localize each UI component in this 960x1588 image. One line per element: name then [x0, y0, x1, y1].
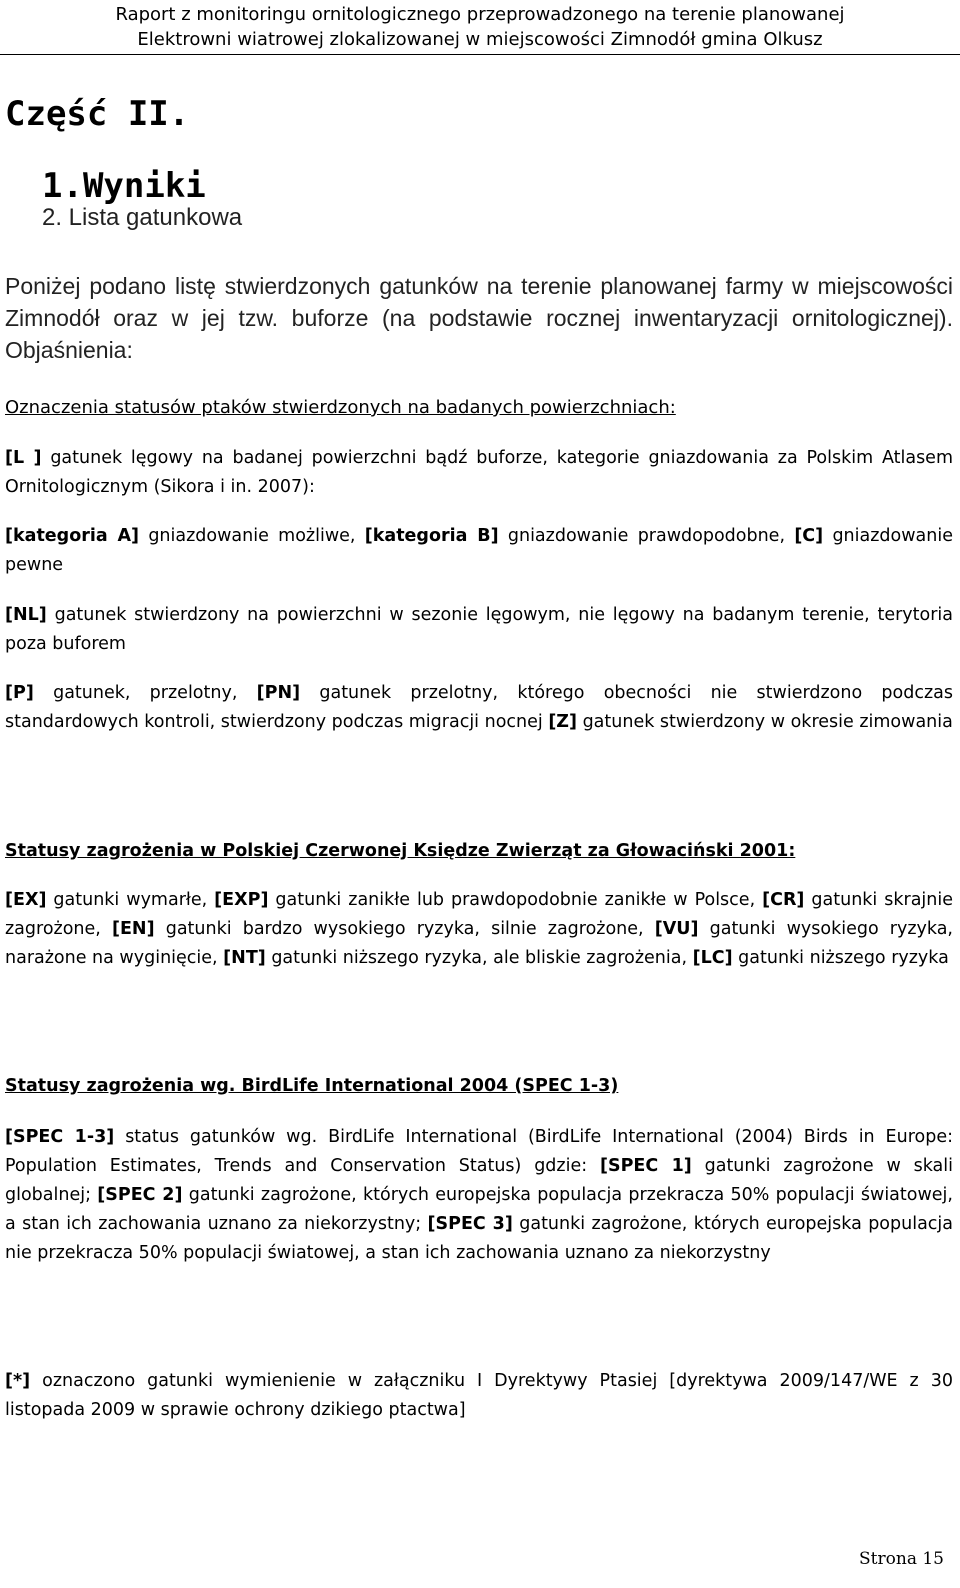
code-star: [*] — [5, 1371, 31, 1391]
threat-heading: Statusy zagrożenia w Polskiej Czerwonej Księdze Zwierząt za Głowaciński 2001: — [5, 841, 796, 861]
paragraph-status-NL — [5, 601, 953, 659]
text-category-a: gniazdowanie możliwe, — [139, 526, 365, 546]
intro-paragraph: Poniżej podano listę stwierdzonych gatunków na terenie planowanej farmy w miejscowości Zimnodół oraz w jej tzw. buforze (na podstawie rocznej inwentaryzacji ornitologicznej). Objaśnienia: — [5, 273, 953, 363]
code-EX: [EX] — [5, 890, 47, 910]
part-title: Część II. — [5, 94, 190, 134]
code-NL: [NL] — [5, 605, 47, 625]
paragraph-status-P — [5, 679, 953, 737]
paragraph-annex-note — [5, 1367, 953, 1425]
header-line-1: Raport z monitoringu ornitologicznego przeprowadzonego na terenie planowanej — [115, 4, 845, 25]
code-L: [L ] — [5, 448, 42, 468]
section-title-results: 1.Wyniki — [42, 166, 206, 206]
code-Z: [Z] — [548, 712, 577, 732]
text-SPEC-3: gatunki zagrożone, których europejska populacja nie przekracza 50% populacji światowej, a stan ich zachowania uznano za niekorzystny — [5, 1214, 953, 1263]
text-NL: gatunek stwierdzony na powierzchni w sezonie lęgowym, nie lęgowy na badanym terenie, terytoria poza buforem — [5, 605, 953, 654]
code-NT: [NT] — [223, 948, 266, 968]
text-Z: gatunek stwierdzony w okresie zimowania — [577, 712, 953, 732]
text-SPEC-1: gatunki zagrożone w skali globalnej; — [5, 1156, 953, 1205]
spec-heading: Statusy zagrożenia wg. BirdLife International 2004 (SPEC 1-3) — [5, 1076, 619, 1096]
header-line-2: Elektrowni wiatrowej zlokalizowanej w miejscowości Zimnodół gmina Olkusz — [137, 29, 823, 50]
text-LC: gatunki niższego ryzyka — [732, 948, 949, 968]
code-P: [P] — [5, 683, 34, 703]
text-PN: gatunek przelotny, którego obecności nie stwierdzono podczas standardowych kontroli, stwierdzony podczas migracji nocnej — [5, 683, 953, 732]
text-SPEC-2: gatunki zagrożone, których europejska populacja przekracza 50% populacji światowej, a stan ich zachowania uznano za niekorzystny; — [5, 1185, 953, 1234]
text-P: gatunek, przelotny, — [33, 683, 257, 703]
code-CR: [CR] — [762, 890, 805, 910]
code-category-c: [C] — [794, 526, 824, 546]
code-SPEC-1: [SPEC 1] — [599, 1156, 692, 1176]
paragraph-categories — [5, 522, 953, 580]
text-L: gatunek lęgowy na badanej powierzchni bądź buforze, kategorie gniazdowania za Polskim Atlasem Ornitologicznym (Sikora i in. 2007): — [5, 448, 953, 497]
text-CR: gatunki skrajnie zagrożone, — [5, 890, 953, 939]
code-EN: [EN] — [111, 919, 155, 939]
text-EX: gatunki wymarłe, — [46, 890, 215, 910]
text-category-c: gniazdowanie pewne — [5, 526, 953, 575]
code-LC: [LC] — [692, 948, 733, 968]
code-VU: [VU] — [654, 919, 699, 939]
code-EXP: [EXP] — [214, 890, 269, 910]
code-category-b: [kategoria B] — [364, 526, 499, 546]
text-EXP: gatunki zanikłe lub prawdopodobnie zanikłe w Polsce, — [268, 890, 763, 910]
paragraph-status-L — [5, 444, 953, 502]
code-SPEC-2: [SPEC 2] — [97, 1185, 183, 1205]
section-title-species-list: 2. Lista gatunkowa — [42, 204, 243, 231]
status-heading: Oznaczenia statusów ptaków stwierdzonych na badanych powierzchniach: — [5, 397, 676, 418]
text-EN: gatunki bardzo wysokiego ryzyka, silnie zagrożone, — [154, 919, 655, 939]
code-category-a: [kategoria A] — [5, 526, 140, 546]
code-SPEC-3: [SPEC 3] — [427, 1214, 513, 1234]
code-SPEC-1-3: [SPEC 1-3] — [5, 1127, 115, 1147]
paragraph-threat-status — [5, 886, 953, 973]
text-VU: gatunki wysokiego ryzyka, narażone na wyginięcie, — [5, 919, 953, 968]
text-SPEC-1-3: status gatunków wg. BirdLife International (BirdLife International (2004) Birds in Europe: Population Estimates, Trends and Conservation Status) gdzie: — [5, 1127, 953, 1176]
text-star: oznaczono gatunki wymienienie w załączniku I Dyrektywy Ptasiej [dyrektywa 2009/147/WE z 30 listopada 2009 w sprawie ochrony dzikiego ptactwa] — [5, 1371, 953, 1420]
code-PN: [PN] — [256, 683, 301, 703]
text-category-b: gniazdowanie prawdopodobne, — [498, 526, 795, 546]
text-NT: gatunki niższego ryzyka, ale bliskie zagrożenia, — [265, 948, 693, 968]
page-header — [0, 0, 960, 55]
paragraph-spec-status — [5, 1123, 953, 1268]
page-number: Strona 15 — [859, 1549, 944, 1569]
